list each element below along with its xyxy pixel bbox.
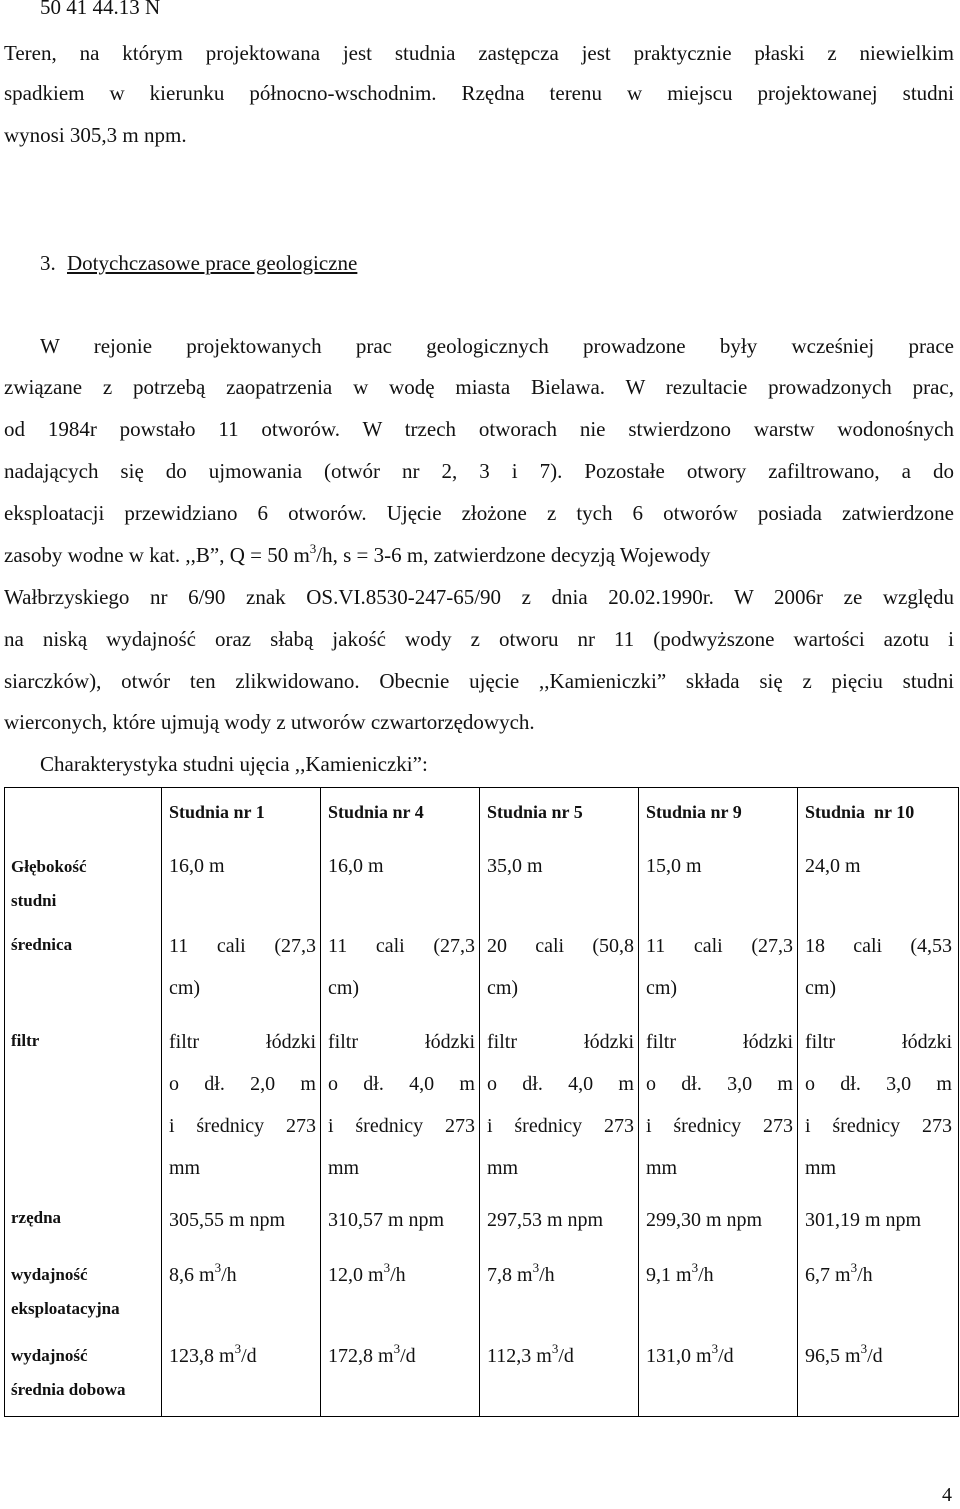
- superscript: 3: [383, 1260, 391, 1275]
- row-label-srednica: średnica: [11, 935, 73, 954]
- cell-unit: /d: [241, 1345, 257, 1367]
- superscript: 3: [234, 1341, 242, 1356]
- cell-line: filtr łódzki: [805, 1031, 952, 1053]
- superscript: 3: [711, 1341, 719, 1356]
- cell-value: 131,0 m: [646, 1345, 712, 1367]
- row-label-line: średnia dobowa: [11, 1380, 126, 1399]
- cell-line: i średnicy 273: [646, 1115, 793, 1137]
- superscript: 3: [551, 1341, 559, 1356]
- intro-line-2: spadkiem w kierunku północno-wschodnim. Rzędna terenu w miejscu projektowanej studni: [4, 81, 954, 105]
- wells-table: [4, 787, 959, 1417]
- row-label-line: Głębokość: [11, 857, 87, 876]
- row-label-filtr: filtr: [11, 1031, 40, 1050]
- cell-line: mm: [805, 1157, 837, 1179]
- table-cell: [169, 1021, 316, 1189]
- table-cell: [169, 925, 316, 1009]
- table-cell: 297,53 m npm: [487, 1209, 604, 1231]
- cell-line: mm: [169, 1157, 201, 1179]
- table-cell: 24,0 m: [805, 855, 861, 877]
- col-header-studnia-9: Studnia nr 9: [646, 802, 742, 822]
- paragraph-line-6-b: /h, s = 3-6 m, zatwierdzone decyzją Wojewody: [316, 543, 711, 567]
- cell-unit: /d: [400, 1345, 416, 1367]
- col-divider: [638, 788, 639, 1416]
- table-cell: [328, 1021, 475, 1189]
- row-label-line: wydajność: [11, 1346, 88, 1365]
- cell-line: mm: [487, 1157, 519, 1179]
- table-cell: 310,57 m npm: [328, 1209, 445, 1231]
- col-header-studnia-10: Studnia nr 10: [805, 802, 915, 822]
- row-label-wydajnosc-dobowa: [11, 1339, 125, 1407]
- cell-unit: /d: [718, 1345, 734, 1367]
- table-cell: [487, 925, 634, 1009]
- paragraph-line-6-a: zasoby wodne w kat. ,,B”, Q = 50 m: [4, 543, 310, 567]
- cell-line: mm: [646, 1157, 678, 1179]
- cell-line: 11 cali (27,3: [328, 935, 475, 957]
- cell-line: mm: [328, 1157, 360, 1179]
- col-header-studnia-1: Studnia nr 1: [169, 802, 265, 822]
- cell-line: cm): [328, 977, 360, 999]
- col-divider: [161, 788, 162, 1416]
- table-cell: [805, 925, 952, 1009]
- cell-value: 172,8 m: [328, 1345, 394, 1367]
- cell-line: o dł. 4,0 m: [487, 1073, 634, 1095]
- intro-line-1: Teren, na którym projektowana jest studnia zastępcza jest praktycznie płaski z niewielkim: [4, 41, 954, 65]
- table-cell: 305,55 m npm: [169, 1209, 286, 1231]
- paragraph-line-1: W rejonie projektowanych prac geologicznych prowadzone były wcześniej prace: [40, 334, 954, 358]
- cell-line: cm): [169, 977, 201, 999]
- cell-unit: /d: [558, 1345, 574, 1367]
- cell-value: 112,3 m: [487, 1345, 552, 1367]
- section-heading: [40, 250, 357, 276]
- table-cell: [805, 1335, 883, 1377]
- cell-value: 7,8 m: [487, 1264, 533, 1286]
- row-label-line: studni: [11, 891, 57, 910]
- row-label-line: wydajność: [11, 1265, 88, 1284]
- section-title: Dotychczasowe prace geologiczne: [67, 251, 358, 275]
- cell-unit: /d: [867, 1345, 883, 1367]
- section-number: 3.: [40, 251, 56, 275]
- cell-line: cm): [646, 977, 678, 999]
- superscript: 3: [850, 1260, 858, 1275]
- cell-line: filtr łódzki: [646, 1031, 793, 1053]
- row-label-wydajnosc-eksploatacyjna: [11, 1258, 120, 1326]
- superscript: 3: [309, 541, 317, 556]
- table-cell: [328, 1335, 416, 1377]
- table-cell: [169, 1335, 257, 1377]
- cell-line: o dł. 3,0 m: [646, 1073, 793, 1095]
- coordinate-line: 50 41 44.13 N: [40, 0, 161, 19]
- table-cell: [646, 1254, 714, 1296]
- col-divider: [320, 788, 321, 1416]
- cell-line: cm): [805, 977, 837, 999]
- table-cell: [805, 1021, 952, 1189]
- cell-line: 11 cali (27,3: [169, 935, 316, 957]
- superscript: 3: [860, 1341, 868, 1356]
- page-number: 4: [942, 1484, 952, 1506]
- table-cell: [646, 925, 793, 1009]
- cell-value: 6,7 m: [805, 1264, 851, 1286]
- table-cell: [487, 1254, 555, 1296]
- table-cell: 35,0 m: [487, 855, 543, 877]
- row-label-rzedna: rzędna: [11, 1208, 62, 1227]
- paragraph-line-10: wierconych, które ujmują wody z utworów czwartorzędowych.: [4, 710, 535, 734]
- table-cell: 16,0 m: [169, 855, 225, 877]
- table-cell: [805, 1254, 873, 1296]
- cell-line: filtr łódzki: [169, 1031, 316, 1053]
- intro-line-3: wynosi 305,3 m npm.: [4, 123, 187, 147]
- cell-unit: /h: [221, 1264, 237, 1286]
- table-cell: [487, 1335, 574, 1377]
- table-cell: 15,0 m: [646, 855, 702, 877]
- cell-line: o dł. 4,0 m: [328, 1073, 475, 1095]
- cell-line: o dł. 3,0 m: [805, 1073, 952, 1095]
- paragraph-line-9: siarczków), otwór ten zlikwidowano. Obecnie ujęcie ,,Kamieniczki” składa się z pięciu studni: [4, 669, 954, 693]
- cell-value: 96,5 m: [805, 1345, 861, 1367]
- row-label-glebokosc: [11, 850, 87, 918]
- table-intro: Charakterystyka studni ujęcia ,,Kamieniczki”:: [40, 752, 428, 776]
- cell-line: i średnicy 273: [487, 1115, 634, 1137]
- cell-value: 123,8 m: [169, 1345, 235, 1367]
- paragraph-line-3: od 1984r powstało 11 otworów. W trzech otworach nie stwierdzono warstw wodonośnych: [4, 417, 954, 441]
- col-header-studnia-5: Studnia nr 5: [487, 802, 583, 822]
- superscript: 3: [214, 1260, 222, 1275]
- cell-line: i średnicy 273: [805, 1115, 952, 1137]
- table-cell: [646, 1021, 793, 1189]
- cell-line: i średnicy 273: [169, 1115, 316, 1137]
- table-cell: [487, 1021, 634, 1189]
- paragraph-line-8: na niską wydajność oraz słabą jakość wody z otworu nr 11 (podwyższone wartości azotu i: [4, 627, 954, 651]
- cell-line: i średnicy 273: [328, 1115, 475, 1137]
- col-divider: [479, 788, 480, 1416]
- cell-line: filtr łódzki: [328, 1031, 475, 1053]
- cell-line: 18 cali (4,53: [805, 935, 952, 957]
- cell-value: 12,0 m: [328, 1264, 384, 1286]
- table-cell: [646, 1335, 734, 1377]
- table-cell: [328, 925, 475, 1009]
- row-label-line: eksploatacyjna: [11, 1299, 120, 1318]
- col-divider: [797, 788, 798, 1416]
- col-header-studnia-4: Studnia nr 4: [328, 802, 424, 822]
- cell-unit: /h: [539, 1264, 555, 1286]
- table-cell: 16,0 m: [328, 855, 384, 877]
- cell-value: 9,1 m: [646, 1264, 692, 1286]
- table-cell: [169, 1254, 237, 1296]
- superscript: 3: [691, 1260, 699, 1275]
- paragraph-line-4: nadających się do ujmowania (otwór nr 2, 3 i 7). Pozostałe otwory zafiltrowano, a do: [4, 459, 954, 483]
- table-cell: [328, 1254, 406, 1296]
- paragraph-line-5: eksploatacji przewidziano 6 otworów. Ujęcie złożone z tych 6 otworów posiada zatwierdzone: [4, 501, 954, 525]
- cell-unit: /h: [857, 1264, 873, 1286]
- paragraph-line-7: Wałbrzyskiego nr 6/90 znak OS.VI.8530-247-65/90 z dnia 20.02.1990r. W 2006r ze względu: [4, 585, 954, 609]
- cell-line: filtr łódzki: [487, 1031, 634, 1053]
- cell-line: o dł. 2,0 m: [169, 1073, 316, 1095]
- cell-line: 20 cali (50,8: [487, 935, 634, 957]
- paragraph-line-6: [4, 542, 954, 568]
- paragraph-line-2: związane z potrzebą zaopatrzenia w wodę miasta Bielawa. W rezultacie prowadzonych prac,: [4, 375, 954, 399]
- superscript: 3: [532, 1260, 540, 1275]
- table-cell: 301,19 m npm: [805, 1209, 922, 1231]
- cell-value: 8,6 m: [169, 1264, 215, 1286]
- cell-unit: /h: [390, 1264, 406, 1286]
- cell-line: 11 cali (27,3: [646, 935, 793, 957]
- cell-unit: /h: [698, 1264, 714, 1286]
- superscript: 3: [393, 1341, 401, 1356]
- cell-line: cm): [487, 977, 519, 999]
- table-cell: 299,30 m npm: [646, 1209, 763, 1231]
